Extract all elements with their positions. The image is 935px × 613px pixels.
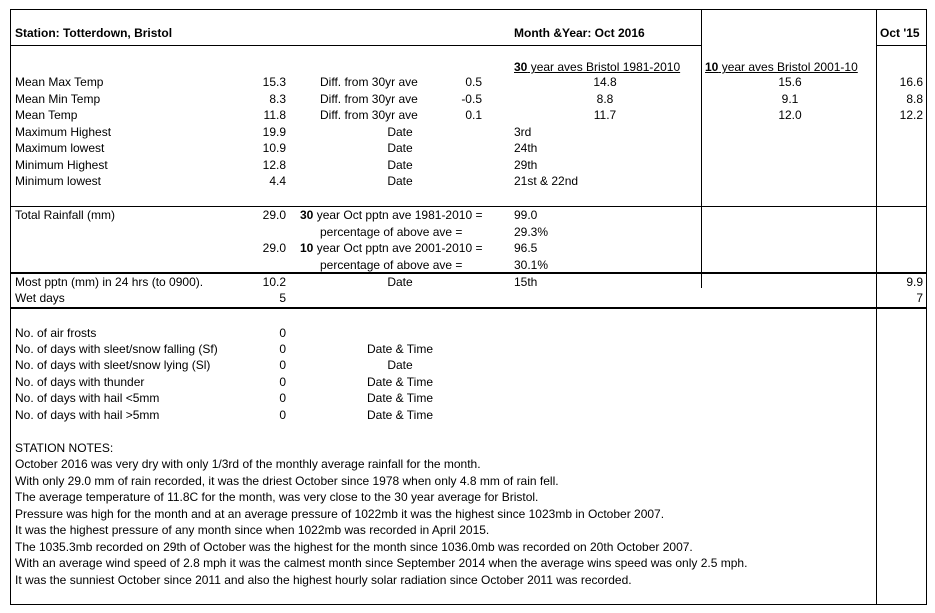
ave10-value: 12.0 [778,108,802,122]
prev-year-value: 8.8 [906,92,923,106]
most-pptn-label: Most pptn (mm) in 24 hrs (to 0900). [15,275,204,289]
notes-line: The average temperature of 11.8C for the month, was very close to the 30 year average for Bristol. [15,490,539,504]
count-label: No. of days with hail <5mm [15,391,160,405]
count-extra: Date & Time [366,391,434,405]
diff-value: 0.1 [465,108,482,122]
prev-year-value: 16.6 [899,75,923,89]
date-label: Date [387,275,413,289]
count-value: 0 [279,342,286,356]
ave30-header [514,60,680,74]
diff-label: Diff. from 30yr ave [320,75,418,89]
extreme-label: Minimum lowest [15,174,102,188]
temp-value: 15.3 [262,75,286,89]
extreme-label: Maximum Highest [15,125,112,139]
ave10-header-text: year aves Bristol 2001-10 [718,60,858,74]
rain-ave30-value: 99.0 [514,208,538,222]
section-line-counts [10,307,927,309]
rainfall-value: 29.0 [262,208,286,222]
header-line [10,45,702,46]
extreme-value: 10.9 [262,141,286,155]
count-extra: Date & Time [366,375,434,389]
date-label: Date [387,174,413,188]
rain-ave10-text: year Oct pptn ave 2001-2010 = [313,241,483,255]
count-label: No. of days with hail >5mm [15,408,160,422]
ave30-header-num: 30 [514,60,528,74]
count-extra: Date & Time [366,408,434,422]
count-extra: Date & Time [366,342,434,356]
date-label: Date [387,125,413,139]
notes-line: With only 29.0 mm of rain recorded, it was the driest October since 1978 when only 4.8 mm of rain fell. [15,474,559,488]
notes-title: STATION NOTES: [15,441,114,455]
extreme-value: 19.9 [262,125,286,139]
date-label: Date [387,141,413,155]
rain-ave10-label [300,241,482,255]
temp-value: 11.8 [263,108,286,122]
extreme-date: 24th [514,141,538,155]
diff-label: Diff. from 30yr ave [320,92,418,106]
extreme-date: 21st & 22nd [514,174,579,188]
rain-pct-value: 30.1% [514,258,549,272]
ave30-value: 8.8 [596,92,614,106]
section-line-rain [10,206,927,207]
rain-ave10-num: 10 [300,241,314,255]
rain-pct-value: 29.3% [514,225,549,239]
notes-line: With an average wind speed of 2.8 mph it was the calmest month since September 2014 when the average wins speed was only 2.5 mph. [15,556,748,570]
month-year-title: Month &Year: Oct 2016 [514,26,645,40]
border-top [10,9,927,10]
ave10-header [705,60,858,74]
extreme-label: Maximum lowest [15,141,105,155]
ave30-value: 11.7 [593,108,617,122]
count-label: No. of days with sleet/snow falling (Sf) [15,342,218,356]
count-value: 0 [279,408,286,422]
extreme-label: Minimum Highest [15,158,108,172]
count-label: No. of days with sleet/snow lying (Sl) [15,358,211,372]
section-line-pptn [10,272,927,274]
wet-days-prev: 7 [916,291,923,305]
ave10-value: 9.1 [781,92,799,106]
most-pptn-prev: 9.9 [906,275,923,289]
prev-year-value: 12.2 [899,108,923,122]
prev-year-title: Oct '15 [880,26,920,40]
diff-value: -0.5 [461,92,482,106]
diff-value: 0.5 [465,75,482,89]
rainfall-value: 29.0 [262,241,286,255]
count-label: No. of air frosts [15,326,97,340]
rain-pct-label: percentage of above ave = [320,225,463,239]
temp-label: Mean Min Temp [15,92,101,106]
ave10-value: 15.6 [778,75,802,89]
count-value: 0 [279,358,286,372]
extreme-value: 12.8 [262,158,286,172]
extreme-value: 4.4 [269,174,286,188]
rain-pct-label: percentage of above ave = [320,258,463,272]
most-pptn-value: 10.2 [262,275,286,289]
notes-line: It was the highest pressure of any month since when 1022mb was recorded in April 2015. [15,523,490,537]
ave30-header-text: year aves Bristol 1981-2010 [527,60,681,74]
header-line-prev [876,45,927,46]
notes-line: It was the sunniest October since 2011 and also the highest hourly solar radiation since October 2011 was recorded. [15,573,632,587]
temp-value: 8.3 [269,92,286,106]
rainfall-label: Total Rainfall (mm) [15,208,116,222]
rain-ave30-text: year Oct pptn ave 1981-2010 = [313,208,483,222]
wet-days-value: 5 [279,291,286,305]
extreme-date: 29th [514,158,538,172]
count-value: 0 [279,326,286,340]
notes-line: Pressure was high for the month and at an average pressure of 1022mb it was the highest since 1023mb in October 2007. [15,507,665,521]
rain-ave30-num: 30 [300,208,314,222]
count-value: 0 [279,391,286,405]
extreme-date: 3rd [514,125,532,139]
count-value: 0 [279,375,286,389]
count-extra: Date [387,358,413,372]
rain-ave30-label [300,208,482,222]
ave10-header-num: 10 [705,60,719,74]
temp-label: Mean Max Temp [15,75,104,89]
ave30-value: 14.8 [593,75,617,89]
date-label: Date [387,158,413,172]
notes-line: October 2016 was very dry with only 1/3rd of the monthly average rainfall for the month. [15,457,481,471]
notes-line: The 1035.3mb recorded on 29th of October was the highest for the month since 1036.0mb was recorded on 20th October 2007. [15,540,693,554]
most-pptn-date: 15th [514,275,538,289]
divider-ave10 [701,9,702,288]
temp-label: Mean Temp [15,108,78,122]
wet-days-label: Wet days [15,291,65,305]
diff-label: Diff. from 30yr ave [320,108,418,122]
count-label: No. of days with thunder [15,375,145,389]
station-title: Station: Totterdown, Bristol [15,26,173,40]
rain-ave10-value: 96.5 [514,241,538,255]
border-bottom [10,604,927,605]
